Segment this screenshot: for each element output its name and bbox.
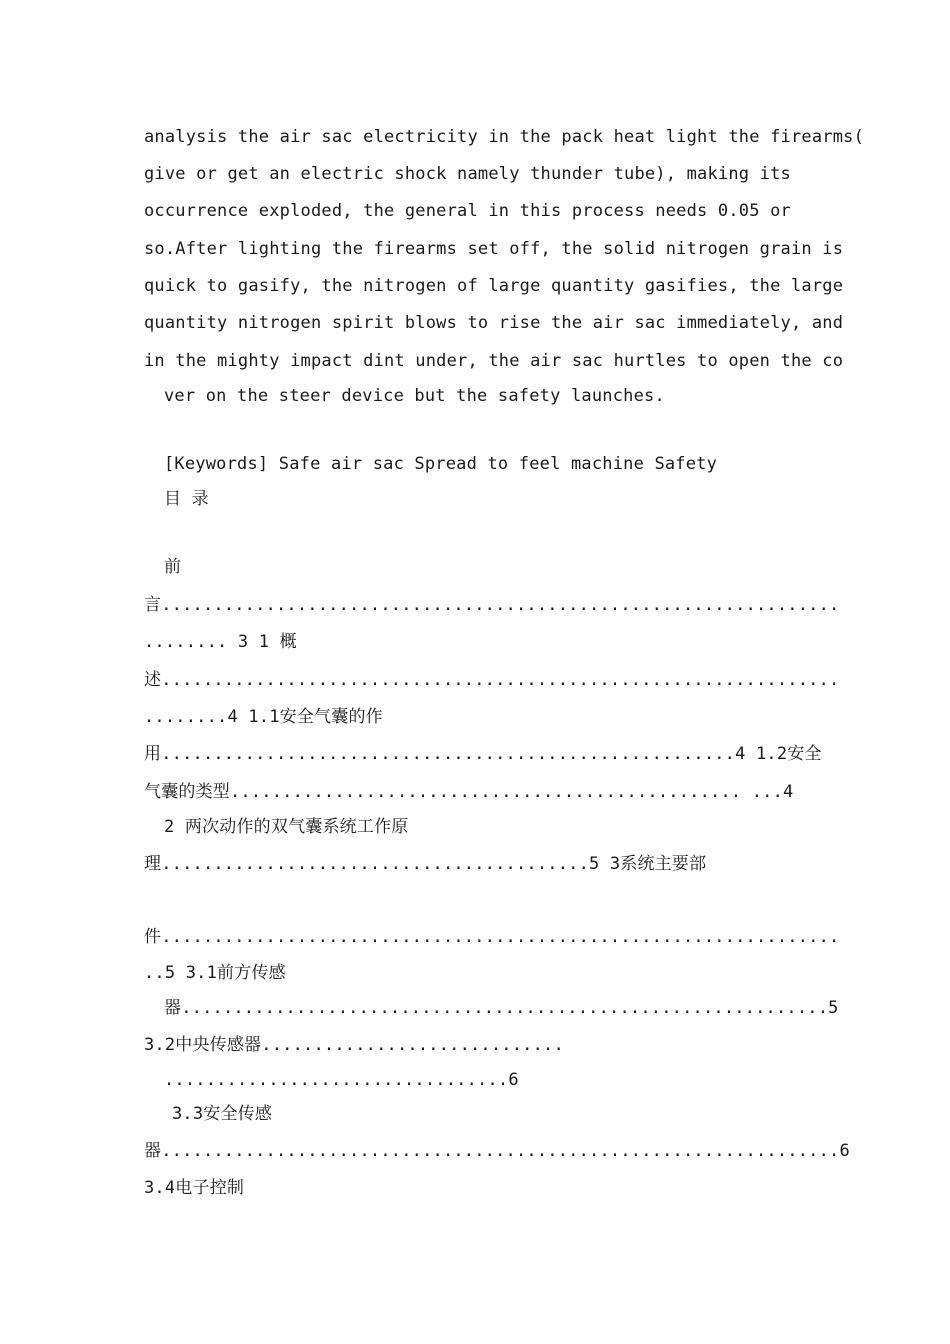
toc-line: 述................................................................. xyxy=(144,670,840,690)
abstract-line: analysis the air sac electricity in the pack heat light the firearms( xyxy=(144,127,865,147)
abstract-line: in the mighty impact dint under, the air sac hurtles to open the co xyxy=(144,351,844,371)
toc-line: 3.2中央传感器............................. xyxy=(144,1035,564,1055)
toc-line: ..5 3.1前方传感 xyxy=(144,963,286,983)
toc-line: 用.......................................................4 1.2安全 xyxy=(144,744,822,764)
toc-line: 理.........................................5 3系统主要部 xyxy=(144,854,707,874)
toc-line: 件................................................................. xyxy=(144,927,840,947)
abstract-line: quick to gasify, the nitrogen of large quantity gasifies, the large xyxy=(144,276,844,296)
toc-title: 目 录 xyxy=(164,489,209,509)
abstract-line: so.After lighting the firearms set off, the solid nitrogen grain is xyxy=(144,239,844,259)
toc-line: 3.3安全传感 xyxy=(172,1104,273,1124)
toc-line: .................................6 xyxy=(164,1070,519,1090)
abstract-line: give or get an electric shock namely thunder tube), making its xyxy=(144,164,791,184)
toc-line: 气囊的类型................................................. ...4 xyxy=(144,782,794,802)
toc-line: 器.................................................................6 xyxy=(144,1141,850,1161)
toc-line: 3.4电子控制 xyxy=(144,1178,245,1198)
toc-line: ........4 1.1安全气囊的作 xyxy=(144,707,383,727)
toc-line: ........ 3 1 概 xyxy=(144,632,297,652)
toc-line: 言................................................................. xyxy=(144,595,840,615)
toc-line: 2 两次动作的双气囊系统工作原 xyxy=(164,817,409,837)
abstract-line: quantity nitrogen spirit blows to rise the air sac immediately, and xyxy=(144,313,844,333)
toc-line: 前 xyxy=(164,557,182,577)
keywords: [Keywords] Safe air sac Spread to feel machine Safety xyxy=(164,454,718,474)
abstract-line: ver on the steer device but the safety launches. xyxy=(164,386,665,406)
toc-line: 器..............................................................5 xyxy=(164,998,839,1018)
abstract-line: occurrence exploded, the general in this process needs 0.05 or xyxy=(144,201,791,221)
